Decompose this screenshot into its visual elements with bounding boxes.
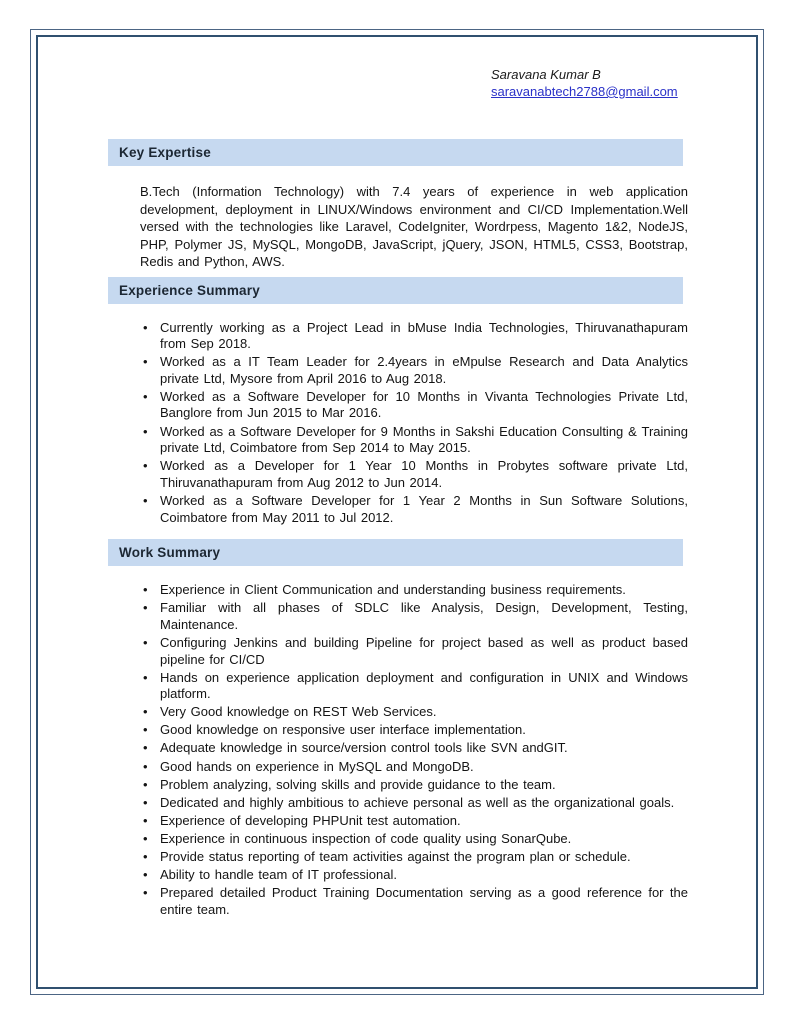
email-link[interactable]: saravanabtech2788@gmail.com xyxy=(491,84,678,99)
list-item: • Experience in continuous inspection of code quality using SonarQube. xyxy=(160,831,688,848)
work-summary-list xyxy=(108,582,688,918)
experience-summary-list xyxy=(108,320,688,527)
candidate-name: Saravana Kumar B xyxy=(491,67,601,82)
key-expertise-paragraph: B.Tech (Information Technology) with 7.4 years of experience in web application development, deployment in LINUX/Windows environment and CI/CD Implementation.Well versed with the technologies like Laravel, CodeIgniter, Wordrpess, Magento 1&2, NodeJS, PHP, Polymer JS, MySQL, MongoDB, JavaScript, jQuery, JSON, HTML5, CSS3, Bootstrap, Redis and Python, AWS. xyxy=(140,184,688,269)
list-item: • Very Good knowledge on REST Web Services. xyxy=(160,704,688,721)
list-item: • Experience of developing PHPUnit test automation. xyxy=(160,813,688,830)
list-item: • Worked as a IT Team Leader for 2.4years in eMpulse Research and Data Analytics private Ltd, Mysore from April 2016 to Aug 2018. xyxy=(160,354,688,387)
section-title-experience-summary: Experience Summary xyxy=(108,277,683,304)
list-item: • Problem analyzing, solving skills and provide guidance to the team. xyxy=(160,777,688,794)
contact-header xyxy=(491,66,688,100)
list-item: • Worked as a Developer for 1 Year 10 Months in Probytes software private Ltd, Thiruvanathapuram from Aug 2012 to Jun 2014. xyxy=(160,458,688,491)
page-content xyxy=(108,66,688,920)
email-row xyxy=(491,83,688,100)
list-item: • Hands on experience application deployment and configuration in UNIX and Windows platform. xyxy=(160,670,688,703)
list-item: • Worked as a Software Developer for 10 Months in Vivanta Technologies Private Ltd, Banglore from Jun 2015 to Mar 2016. xyxy=(160,389,688,422)
list-item: • Configuring Jenkins and building Pipeline for project based as well as product based pipeline for CI/CD xyxy=(160,635,688,668)
section-title-work-summary: Work Summary xyxy=(108,539,683,566)
list-item: • Currently working as a Project Lead in bMuse India Technologies, Thiruvanathapuram from Sep 2018. xyxy=(160,320,688,353)
list-item: • Worked as a Software Developer for 9 Months in Sakshi Education Consulting & Training private Ltd, Coimbatore from Sep 2014 to May 2015. xyxy=(160,424,688,457)
list-item: • Experience in Client Communication and understanding business requirements. xyxy=(160,582,688,599)
list-item: • Worked as a Software Developer for 1 Year 2 Months in Sun Software Solutions, Coimbatore from May 2011 to Jul 2012. xyxy=(160,493,688,526)
section-title-key-expertise: Key Expertise xyxy=(108,139,683,166)
list-item: • Good hands on experience in MySQL and MongoDB. xyxy=(160,759,688,776)
list-item: • Prepared detailed Product Training Documentation serving as a good reference for the entire team. xyxy=(160,885,688,918)
list-item: • Good knowledge on responsive user interface implementation. xyxy=(160,722,688,739)
list-item: • Adequate knowledge in source/version control tools like SVN andGIT. xyxy=(160,740,688,757)
list-item: • Familiar with all phases of SDLC like Analysis, Design, Development, Testing, Maintenance. xyxy=(160,600,688,633)
list-item: • Dedicated and highly ambitious to achieve personal as well as the organizational goals. xyxy=(160,795,688,812)
list-item: • Ability to handle team of IT professional. xyxy=(160,867,688,884)
list-item: • Provide status reporting of team activities against the program plan or schedule. xyxy=(160,849,688,866)
